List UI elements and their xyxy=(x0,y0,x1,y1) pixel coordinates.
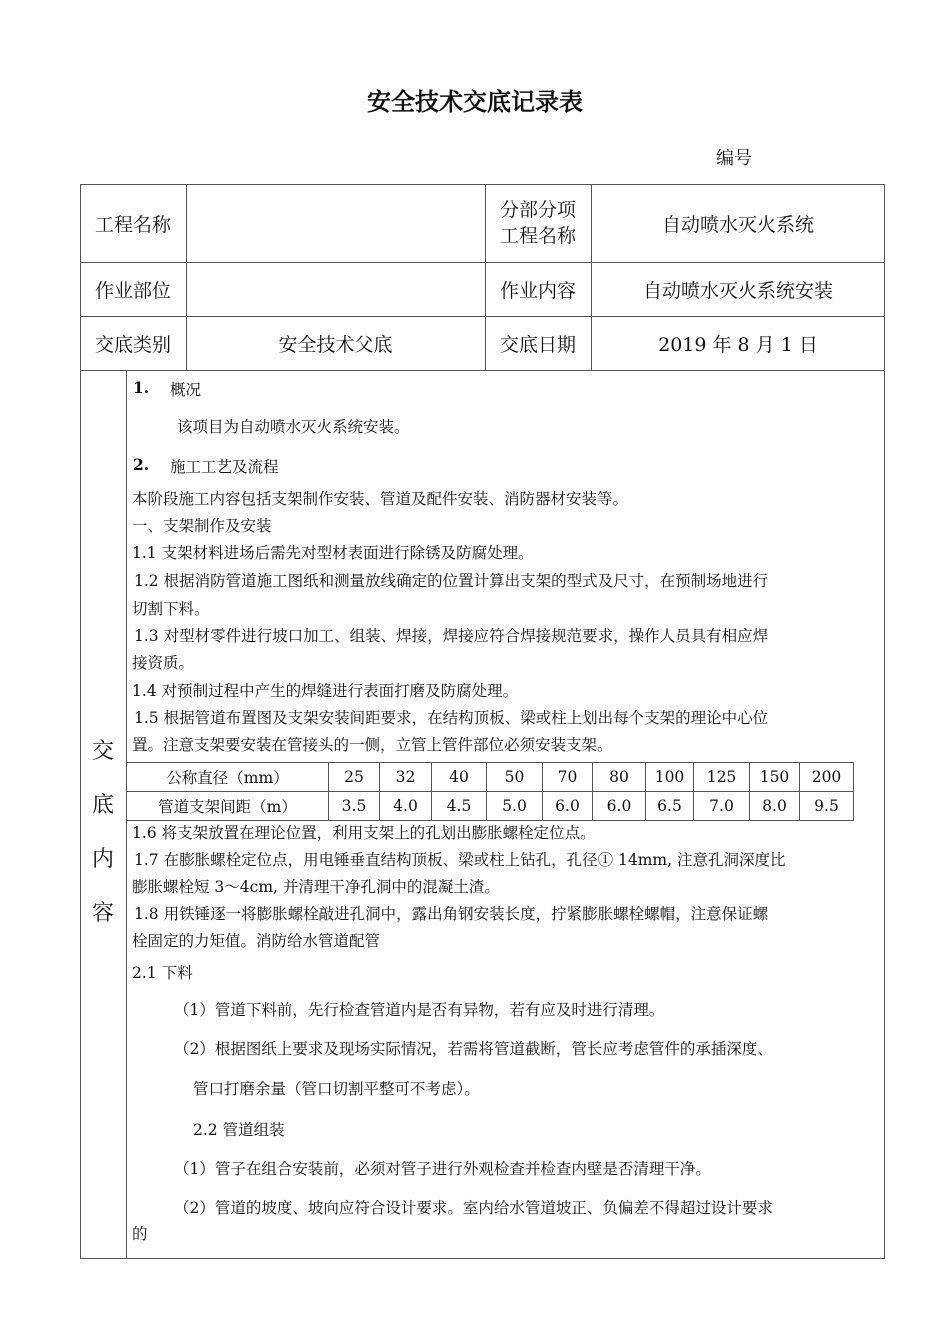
row-divider xyxy=(80,370,885,371)
paragraph: 1.8 用铁锤逐一将膨胀螺栓敲进孔洞中，露出角钢安装长度，拧紧膨胀螺栓螺帽，注意保证螺 xyxy=(134,905,769,923)
sub-project-label: 分部分项 工程名称 xyxy=(499,199,576,247)
paragraph: 切割下料。 xyxy=(132,600,210,618)
work-location-label: 作业部位 xyxy=(94,279,171,302)
paragraph: 1.1 支架材料进场后需先对型材表面进行除锈及防腐处理。 xyxy=(132,544,534,562)
table-cell: 80 xyxy=(593,763,646,792)
side-char: 容 xyxy=(91,901,114,926)
paragraph: （2）根据图纸上要求及现场实际情况，若需将管道截断，管长应考虑管件的承插深度、 xyxy=(174,1040,773,1058)
paragraph: 1.7 在膨胀螺栓定位点，用电锤垂直结构顶板、梁或柱上钻孔，孔径① 14mm, 注意孔洞深度比 xyxy=(134,851,786,869)
briefing-type-label: 交底类别 xyxy=(94,333,171,356)
side-char: 内 xyxy=(91,847,114,872)
page-title: 安全技术交底记录表 xyxy=(367,87,583,116)
table-cell: 150 xyxy=(750,763,800,792)
table-cell: 4.5 xyxy=(432,792,487,821)
paragraph: 一、支架制作及安装 xyxy=(132,517,272,535)
section-1-title: 概况 xyxy=(170,381,202,399)
table-cell-label: 管道支架间距（m） xyxy=(127,792,329,821)
table-cell: 4.0 xyxy=(380,792,432,821)
table-cell: 50 xyxy=(487,763,543,792)
paragraph: （1）管子在组合安装前，必须对管子进行外观检查并检查内壁是否清理干净。 xyxy=(174,1160,711,1178)
paragraph: 1.3 对型材零件进行坡口加工、组装、焊接，焊接应符合焊接规范要求，操作人员具有相应焊 xyxy=(134,627,769,645)
section-1-text: 该项目为自动喷水灭火系统安装。 xyxy=(177,418,410,436)
paragraph: 的 xyxy=(132,1225,148,1243)
table-cell: 70 xyxy=(543,763,593,792)
paragraph: 2.1 下料 xyxy=(132,964,193,982)
table-row xyxy=(127,792,854,821)
project-name-label: 工程名称 xyxy=(94,213,171,236)
briefing-content-side-label xyxy=(80,725,126,941)
table-cell: 200 xyxy=(800,763,854,792)
paragraph: 1.5 根据管道布置图及支架安装间距要求，在结构顶板、梁或柱上划出每个支架的理论中心位 xyxy=(134,709,769,727)
section-1-number: 1. xyxy=(133,378,150,397)
table-cell: 5.0 xyxy=(487,792,543,821)
table-cell: 40 xyxy=(432,763,487,792)
side-char: 底 xyxy=(91,793,114,818)
work-content-label: 作业内容 xyxy=(499,279,576,302)
table-cell: 9.5 xyxy=(800,792,854,821)
section-2-number: 2. xyxy=(133,455,150,474)
table-cell: 7.0 xyxy=(694,792,750,821)
paragraph: （2）管道的坡度、坡向应符合设计要求。室内给水管道坡正、负偏差不得超过设计要求 xyxy=(174,1199,773,1217)
paragraph: 栓固定的力矩值。消防给水管道配管 xyxy=(132,932,381,950)
side-char: 交 xyxy=(91,739,114,764)
paragraph: 管口打磨余量（管口切割平整可不考虑）。 xyxy=(193,1080,480,1098)
serial-number-label: 编号 xyxy=(716,148,752,169)
work-location-value xyxy=(186,262,485,316)
table-cell: 6.0 xyxy=(543,792,593,821)
paragraph: 1.2 根据消防管道施工图纸和测量放线确定的位置计算出支架的型式及尺寸，在预制场地进行 xyxy=(134,572,769,590)
table-cell: 6.0 xyxy=(593,792,646,821)
paragraph: （1）管道下料前，先行检查管道内是否有异物，若有应及时进行清理。 xyxy=(174,1001,665,1019)
table-cell: 125 xyxy=(694,763,750,792)
briefing-type-value: 安全技术父底 xyxy=(278,333,393,356)
paragraph: 本阶段施工内容包括支架制作安装、管道及配件安装、消防器材安装等。 xyxy=(132,490,629,508)
paragraph: 接资质。 xyxy=(132,654,195,672)
table-cell-label: 公称直径（mm） xyxy=(127,763,329,792)
paragraph: 1.4 对预制过程中产生的焊缝进行表面打磨及防腐处理。 xyxy=(132,682,519,700)
paragraph: 膨胀螺栓短 3〜4cm, 并清理干净孔洞中的混凝土渣。 xyxy=(132,878,500,896)
table-cell: 3.5 xyxy=(329,792,380,821)
project-name-value xyxy=(186,184,485,262)
paragraph: 置。注意支架要安装在管接头的一侧，立管上管件部位必须安装支架。 xyxy=(132,736,613,754)
paragraph: 1.6 将支架放置在理论位置，利用支架上的孔划出膨胀螺栓定位点。 xyxy=(132,824,596,842)
support-spacing-table xyxy=(126,762,854,821)
briefing-date-value: 2019 年 8 月 1 日 xyxy=(658,333,818,356)
section-2-title: 施工工艺及流程 xyxy=(170,458,279,476)
table-cell: 25 xyxy=(329,763,380,792)
table-cell: 32 xyxy=(380,763,432,792)
table-cell: 6.5 xyxy=(646,792,694,821)
table-cell: 8.0 xyxy=(750,792,800,821)
sub-project-value: 自动喷水灭火系统 xyxy=(661,213,814,236)
paragraph: 2.2 管道组装 xyxy=(193,1121,285,1139)
work-content-value: 自动喷水灭火系统安装 xyxy=(642,279,833,302)
table-row xyxy=(127,763,854,792)
briefing-date-label: 交底日期 xyxy=(499,333,576,356)
table-cell: 100 xyxy=(646,763,694,792)
